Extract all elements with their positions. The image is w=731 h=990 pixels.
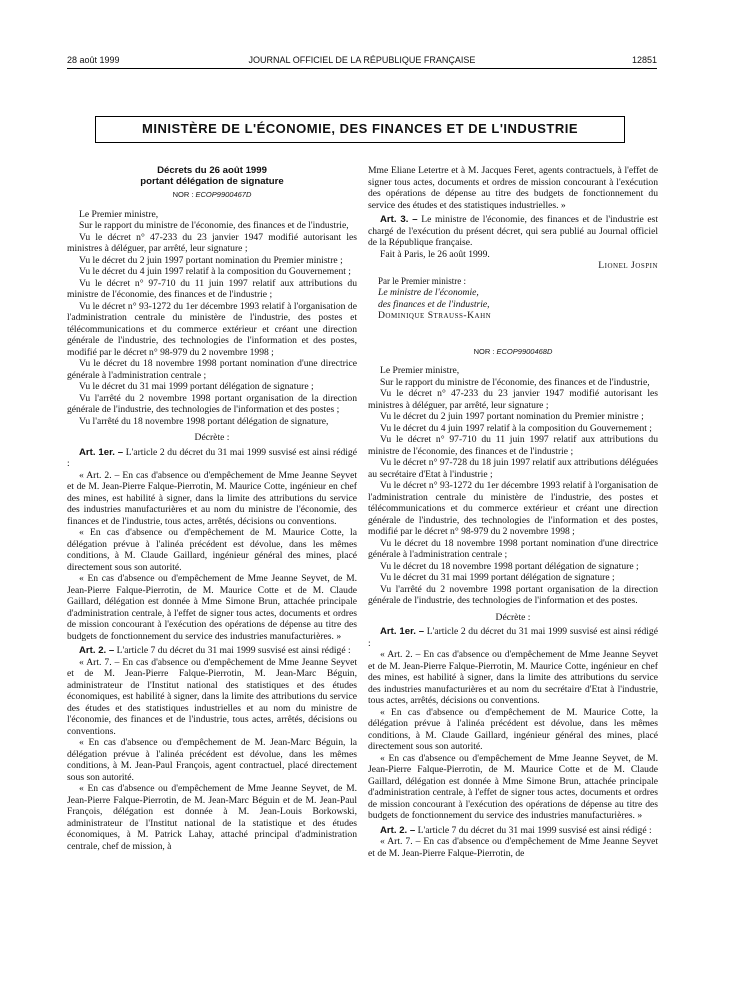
signature-line: des finances et de l'industrie,: [378, 298, 490, 310]
nor-code: ECOP9900467D: [195, 190, 252, 199]
article-paragraph: [368, 214, 658, 249]
body-paragraph: Le Premier ministre,: [380, 365, 460, 376]
body-paragraph: « Art. 7. – En cas d'absence ou d'empêchement de Mme Jeanne Seyvet et de M. Jean-Pierre Falque-Pierrotin, M. Jean-Marc Béguin, administrateur de l'Institut national des statistiques et des études économiques, est habilité à signer, dans la limite des attributions du service des études et des statistiques industrielles et au nom du ministre de l'économie, des finances et de l'industrie, tous actes, arrêtés, décisions ou conventions.: [67, 656, 357, 737]
body-paragraph: Vu le décret du 4 juin 1997 relatif à la composition du Gouvernement ;: [380, 422, 652, 434]
article-paragraph: [368, 825, 658, 837]
article-text: Le ministre de l'économie, des finances et de l'industrie est chargé de l'exécution du présent décret, qui sera publié au Journal officiel de la République française.: [368, 214, 658, 248]
body-paragraph: « En cas d'absence ou d'empêchement de M. Jean-Marc Béguin, la délégation prévue à l'alinéa précédent est dévolue, dans les mêmes conditions, à M. Jean-Paul François, agent contractuel, placé directement sous son autorité.: [67, 737, 357, 783]
article-label: Art. 1er. –: [380, 626, 425, 637]
article-label: Art. 3. –: [380, 214, 418, 225]
nor-reference: [67, 189, 357, 201]
journal-title: JOURNAL OFFICIEL DE LA RÉPUBLIQUE FRANÇAISE: [248, 55, 476, 65]
body-paragraph: Vu le décret du 18 novembre 1998 portant délégation de signature ;: [380, 560, 639, 572]
body-paragraph: Vu le décret n° 97-710 du 11 juin 1997 relatif aux attributions du ministre de l'économie, des finances et de l'industrie ;: [67, 277, 357, 300]
article-text: L'article 2 du décret du 31 mai 1999 susvisé est ainsi rédigé :: [67, 446, 357, 469]
body-paragraph: Vu le décret du 18 novembre 1998 portant nomination d'une directrice générale à l'administration centrale ;: [67, 358, 357, 381]
article-label: Art. 1er. –: [79, 446, 124, 458]
body-paragraph: Mme Eliane Letertre et à M. Jacques Feret, agents contractuels, à l'effet de signer tous actes, documents et ordres de mission concourant à l'exécution des opérations de dépense au titre des budgets de fonctionnement du service des études et des statistiques industrielles. »: [368, 165, 658, 211]
body-paragraph: Fait à Paris, le 26 août 1999.: [380, 248, 490, 260]
body-paragraph: Vu le décret n° 47-233 du 23 janvier 1947 modifié autorisant les ministres à déléguer, par arrêté, leur signature ;: [67, 231, 357, 254]
nor-reference: [368, 346, 658, 358]
body-paragraph: Vu le décret n° 93-1272 du 1er décembre 1993 relatif à l'organisation de l'administration centrale du ministère de l'industrie, des postes et télécommunications et du commerce extérieur et créant une direction générale de l'industrie, des technologies de l'information et des postes, modifié par le décret n° 98-979 du 2 novembre 1998 ;: [67, 300, 357, 358]
decrete-heading: Décrète :: [495, 611, 531, 623]
body-paragraph: Vu l'arrêté du 2 novembre 1998 portant organisation de la direction générale de l'industrie, des technologies de l'information et des postes.: [368, 583, 658, 606]
body-paragraph: Sur le rapport du ministre de l'économie, des finances et de l'industrie,: [79, 220, 349, 231]
body-paragraph: Sur le rapport du ministre de l'économie, des finances et de l'industrie,: [380, 376, 650, 388]
body-paragraph: « Art. 7. – En cas d'absence ou d'empêchement de Mme Jeanne Seyvet et de M. Jean-Pierre Falque-Pierrotin, de: [368, 836, 658, 859]
nor-code: ECOP9900468D: [496, 346, 553, 356]
article-text: L'article 7 du décret du 31 mai 1999 susvisé est ainsi rédigé :: [114, 645, 351, 656]
article-text: L'article 7 du décret du 31 mai 1999 susvisé est ainsi rédigé :: [415, 824, 652, 836]
body-paragraph: « En cas d'absence ou d'empêchement de Mme Jeanne Seyvet, de M. Jean-Pierre Falque-Pierrotin, de M. Maurice Cotte et de M. Claude Gaillard, délégation est donnée à Mme Simone Brun, attachée principale d'administration centrale, à l'effet de signer tous actes, documents et ordres de mission concourant à l'exécution des opérations de dépense au titre des budgets de fonctionnement du service des industries manufacturières. »: [368, 752, 658, 821]
ministry-title: MINISTÈRE DE L'ÉCONOMIE, DES FINANCES ET DE L'INDUSTRIE: [95, 116, 625, 143]
decree-title-line-2: portant délégation de signature: [140, 176, 284, 187]
body-paragraph: « Art. 2. – En cas d'absence ou d'empêchement de Mme Jeanne Seyvet et de M. Jean-Pierre Falque-Pierrotin, M. Maurice Cotte, ingénieur en chef des mines, est habilité à signer, dans la limite des attributions du service des industries manufacturières et au nom du secrétaire d'Etat à l'industrie, tous actes, arrêtés, décisions ou conventions.: [368, 649, 658, 706]
article-paragraph: [368, 626, 658, 649]
left-column-body: [67, 189, 357, 852]
decree-title-line-1: Décrets du 26 août 1999: [157, 165, 267, 176]
decrete-heading: Décrète :: [194, 432, 230, 443]
right-column: [368, 165, 658, 859]
article-label: Art. 2. –: [79, 645, 115, 656]
body-paragraph: Vu le décret du 31 mai 1999 portant délégation de signature ;: [79, 381, 314, 392]
issue-date: 28 août 1999: [67, 55, 120, 65]
article-label: Art. 2. –: [380, 824, 416, 836]
body-paragraph: Le Premier ministre,: [79, 208, 159, 220]
body-paragraph: « En cas d'absence ou d'empêchement de Mme Jeanne Seyvet, de M. Jean-Pierre Falque-Pierrotin, de M. Jean-Marc Béguin et de M. Jean-Paul François, délégation est donnée à M. Jean-Louis Borkowski, administrateur de l'Institut national de la statistique et des études économiques, à M. Patrick Lahay, attaché principal d'administration centrale, chef de mission, à: [67, 783, 357, 852]
signature-line: Le ministre de l'économie,: [378, 287, 479, 298]
body-paragraph: « Art. 2. – En cas d'absence ou d'empêchement de Mme Jeanne Seyvet et de M. Jean-Pierre Falque-Pierrotin, M. Maurice Cotte, ingénieur en chef des mines, est habilité à signer, dans la limite des attributions du service des industries manufacturières et au nom du ministre de l'économie, des finances et de l'industrie, tous actes, arrêtés, décisions ou conventions.: [67, 469, 357, 527]
signature-block: [378, 276, 658, 322]
body-paragraph: Vu le décret n° 97-710 du 11 juin 1997 relatif aux attributions du ministre de l'économie, des finances et de l'industrie ;: [368, 434, 658, 457]
signature-name: Dominique Strauss-Kahn: [378, 310, 492, 321]
body-paragraph: Vu l'arrêté du 18 novembre 1998 portant délégation de signature,: [79, 415, 329, 427]
body-paragraph: Vu le décret du 18 novembre 1998 portant nomination d'une directrice générale à l'administration centrale ;: [368, 537, 658, 560]
body-paragraph: Vu le décret du 4 juin 1997 relatif à la composition du Gouvernement ;: [79, 266, 351, 277]
article-text: L'article 2 du décret du 31 mai 1999 susvisé est ainsi rédigé :: [368, 626, 658, 649]
body-paragraph: Vu le décret n° 97-728 du 18 juin 1997 relatif aux attributions déléguées au secrétaire d'Etat à l'industrie ;: [368, 457, 658, 480]
left-column: [67, 165, 357, 852]
body-paragraph: « En cas d'absence ou d'empêchement de M. Maurice Cotte, la délégation prévue à l'alinéa précédent est dévolue, dans les mêmes conditions, à M. Claude Gaillard, ingénieur général des mines, placé directement sous son autorité.: [368, 706, 658, 752]
article-paragraph: [67, 447, 357, 470]
body-paragraph: « En cas d'absence ou d'empêchement de Mme Jeanne Seyvet, de M. Jean-Pierre Falque-Pierrotin, de M. Maurice Cotte et de M. Claude Gaillard, délégation est donnée à Mme Simone Brun, attachée principale d'administration centrale, à l'effet de signer tous actes, documents et ordres de mission concourant à l'exécution des opérations de dépense au titre des budgets de fonctionnement du service des industries manufacturières. »: [67, 573, 357, 642]
article-paragraph: [67, 645, 357, 657]
signature-line: Par le Premier ministre :: [378, 275, 466, 286]
running-header: [67, 55, 657, 69]
body-paragraph: Vu le décret n° 93-1272 du 1er décembre 1993 relatif à l'organisation de l'administration centrale du ministère de l'industrie, des postes et télécommunications et du commerce extérieur et créant une direction générale de l'industrie, des technologies de l'information et des postes, modifié par le décret n° 98-979 du 2 novembre 1998 ;: [368, 480, 658, 537]
signature-prime-minister: Lionel Jospin: [598, 260, 658, 271]
right-column-bottom: [368, 346, 658, 860]
nor-label: NOR :: [172, 190, 196, 199]
body-paragraph: Vu le décret du 31 mai 1999 portant délégation de signature ;: [380, 572, 615, 583]
nor-label: NOR :: [473, 346, 497, 356]
body-paragraph: Vu le décret du 2 juin 1997 portant nomination du Premier ministre ;: [380, 411, 644, 422]
body-paragraph: Vu l'arrêté du 2 novembre 1998 portant organisation de la direction générale de l'industrie, des technologies de l'information et des postes ;: [67, 392, 357, 415]
body-paragraph: Vu le décret n° 47-233 du 23 janvier 1947 modifié autorisant les ministres à déléguer, par arrêté, leur signature ;: [368, 388, 658, 411]
page-number: 12851: [631, 55, 657, 65]
body-paragraph: Vu le décret du 2 juin 1997 portant nomination du Premier ministre ;: [79, 254, 343, 266]
body-paragraph: « En cas d'absence ou d'empêchement de M. Maurice Cotte, la délégation prévue à l'alinéa précédent est dévolue, dans les mêmes conditions, à M. Claude Gaillard, ingénieur général des mines, placé directement sous son autorité.: [67, 527, 357, 573]
right-column-top: [368, 165, 658, 260]
header-rule: [67, 68, 657, 69]
